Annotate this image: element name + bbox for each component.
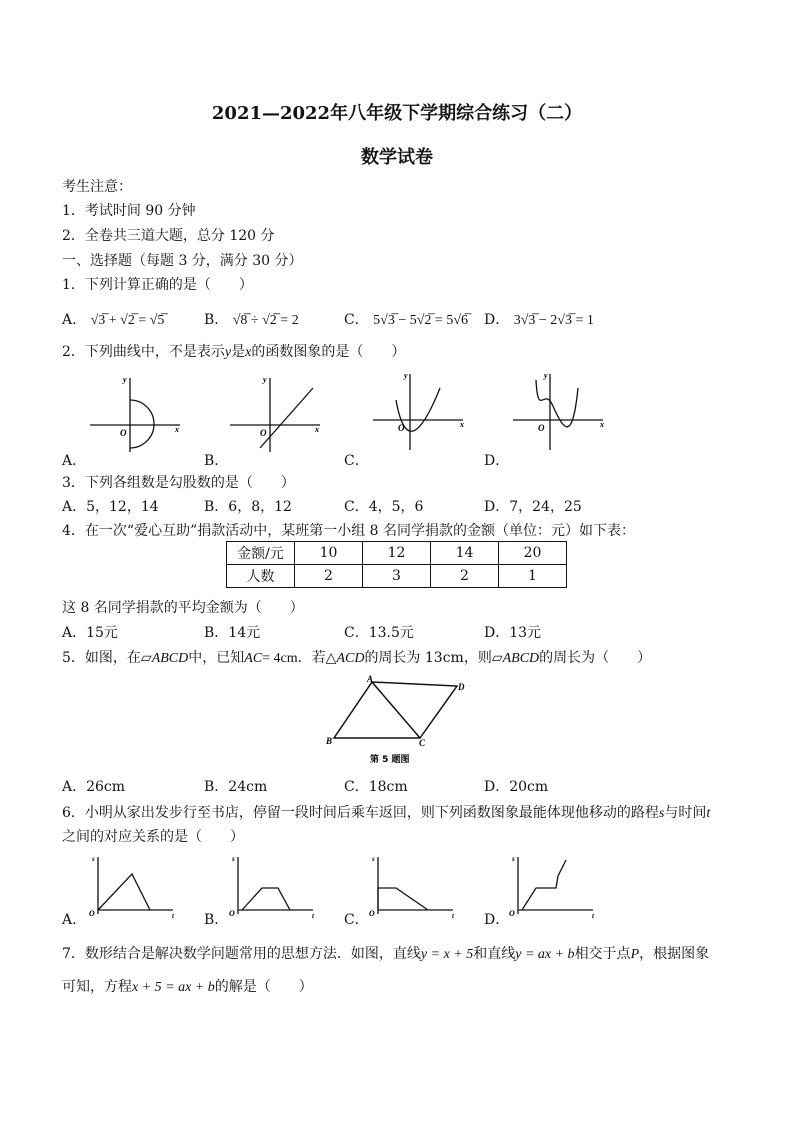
q5-para1: ABCD [151,651,189,666]
q4-amount-2: 12 [363,542,431,565]
q6-stem-a: 6．小明从家出发步行至书店，停留一段时间后乘车返回，则下列函数图象最能体现他移动的路程 [62,805,659,821]
q2b-y-label: y [263,375,267,384]
q5-stem-e: 的周长为（ ） [539,650,652,666]
q4-amount-4: 20 [499,542,567,565]
q2d-origin: O [538,423,545,433]
q6-var-s: s [658,806,665,821]
q4-count-1: 2 [295,565,363,588]
q6-stem-c: 之间的对应关系的是（ ） [62,829,244,845]
q1-formula-b: √8̅ ÷ √2̅ = 2 [232,313,299,328]
q2-label-a: A． [62,453,87,469]
q5-stem-c: ．若△ [297,650,337,666]
q4-count-3: 2 [431,565,499,588]
q6d-t-label: t [592,912,594,920]
notice-heading: 考生注意： [62,179,132,195]
q6a-origin: O [89,909,95,918]
q2a-y-label: y [123,375,127,384]
vertex-a: A [367,674,374,684]
q6b-origin: O [229,909,235,918]
q6b-s-label: s [232,855,235,863]
q7-eq1: y = x + 5 [420,947,474,962]
q4-option-d: D．13元 [484,625,542,641]
notice-item-1: 1．考试时间 90 分钟 [62,203,196,219]
q7-text-f: 的解是（ ） [214,979,313,995]
q6-graph-b [228,852,328,922]
page-subtitle: 数学试卷 [361,147,433,168]
q6c-origin: O [369,909,375,918]
q6-label-d: D． [484,912,510,928]
q4-count-2: 3 [363,565,431,588]
q2-graph-c [368,368,478,453]
q1-option-c [344,309,468,329]
q5-ac: AC [244,651,263,666]
q6a-t-label: t [172,912,174,920]
q4-row2-head: 人数 [227,565,295,588]
q7-text-d: ，根据图象 [639,946,710,962]
q1-stem: 1．下列计算正确的是（ ） [62,277,253,293]
q5-stem [62,647,651,667]
vertex-b: B [326,736,333,746]
q5-acd: ACD [336,651,365,666]
q3-stem: 3．下列各组数是勾股数的是（ ） [62,475,295,491]
q5-para2: ABCD [502,651,540,666]
q5-option-d: D．20cm [484,779,549,795]
q5-option-a: A．26cm [62,779,126,795]
q2c-y-label: y [404,371,408,380]
q6d-s-label: s [512,855,515,863]
vertex-c: C [419,738,426,748]
q6-stem-b: 与时间 [664,805,707,821]
q2b-x-label: x [315,425,319,434]
q2d-x-label: x [600,420,604,429]
q6d-origin: O [509,909,515,918]
q6b-t-label: t [312,912,314,920]
q2-label-d: D． [484,453,510,469]
q1-formula-c: 5√3̅ − 5√2̅ = 5√6̅ [373,313,469,328]
q1-formula-a: √3̅ + √2̅ = √5̅ [90,313,165,328]
q4-row1-head: 金额/元 [227,542,295,565]
q7-eq3: x + 5 = ax + b [132,980,215,995]
q7-text-e: 可知，方程 [62,979,132,995]
q2-var-y: y [224,345,232,360]
q4-count-4: 1 [499,565,567,588]
q1-label-c: C． [344,312,369,328]
q6c-t-label: t [452,912,454,920]
q4-question: 这 8 名同学捐款的平均金额为（ ） [62,600,304,616]
q6-label-c: C． [344,912,369,928]
q1-formula-d: 3√3̅ − 2√3̅ = 1 [513,313,594,328]
q2-stem [62,341,405,361]
q2-var-x: x [245,345,252,360]
q6c-s-label: s [372,855,375,863]
page-title: 2021—2022年八年级下学期综合练习（二） [211,103,583,124]
parallelogram-icon: ▱ [491,651,503,666]
q4-option-c: C．13.5元 [344,625,414,641]
q6-graph-c [368,852,468,922]
q2-graph-d [508,368,618,453]
q7-text-b: 和直线 [473,946,516,962]
q3-option-a: A．5，12，14 [62,499,159,515]
q7-point-p: P [630,947,640,962]
q7-line2 [62,976,313,996]
q3-option-b: B．6，8，12 [204,499,292,515]
q4-stem: 4．在一次“爱心互助”捐款活动中，某班第一小组 8 名同学捐款的金额（单位：元）如下表： [62,523,636,539]
q4-amount-1: 10 [295,542,363,565]
q2-graph-a [85,370,195,455]
q5-eq: = 4cm [262,651,298,666]
q5-option-b: B．24cm [204,779,268,795]
q5-stem-d: 的周长为 13cm，则 [364,650,492,666]
q4-table [226,541,567,588]
q3-option-c: C．4，5，6 [344,499,424,515]
q6-var-t: t [706,806,711,821]
parallelogram-icon: ▱ [140,651,152,666]
q2a-origin: O [120,428,127,438]
q1-label-a: A． [62,312,87,328]
q2c-x-label: x [460,420,464,429]
q3-option-d: D．7，24，25 [484,499,582,515]
q6-label-a: A． [62,912,87,928]
q4-option-b: B．14元 [204,625,261,641]
q2c-origin: O [398,423,405,433]
vertex-d: D [458,682,465,692]
q6-graph-a [88,852,188,922]
q5-caption: 第 5 题图 [370,755,410,765]
q2-graph-b [225,370,335,455]
table-row [227,542,567,565]
q2-stem-mid: 是 [231,344,246,360]
q2a-x-label: x [175,425,179,434]
q5-stem-a: 5．如图，在 [62,650,141,666]
q1-label-d: D． [484,312,510,328]
notice-item-2: 2．全卷共三道大题，总分 120 分 [62,228,275,244]
q7-text-c: 相交于点 [574,946,631,962]
q5-figure [322,674,482,769]
q6-stem-line1 [62,802,710,822]
q1-option-d [484,309,594,329]
q7-text-a: 7．数形结合是解决数学问题常用的思想方法．如图，直线 [62,946,421,962]
q6a-s-label: s [92,855,95,863]
q2-stem-end: 的函数图象的是（ ） [251,344,406,360]
q5-option-c: C．18cm [344,779,408,795]
q5-stem-b: 中，已知 [188,650,245,666]
section-heading: 一、选择题（每题 3 分，满分 30 分） [62,253,303,269]
q1-option-b [204,309,299,329]
q2-label-c: C． [344,453,369,469]
q1-label-b: B． [204,312,229,328]
q7-eq2: y = ax + b [515,947,575,962]
q4-option-a: A．15元 [62,625,118,641]
q7-line1 [62,943,709,963]
q1-option-a [62,309,164,329]
q2-label-b: B． [204,453,229,469]
q4-amount-3: 14 [431,542,499,565]
q6-label-b: B． [204,912,229,928]
q6-graph-d [508,852,608,922]
q2d-y-label: y [544,371,548,380]
q2b-origin: O [260,428,267,438]
table-row [227,565,567,588]
q2-stem-text: 2．下列曲线中，不是表示 [62,344,225,360]
